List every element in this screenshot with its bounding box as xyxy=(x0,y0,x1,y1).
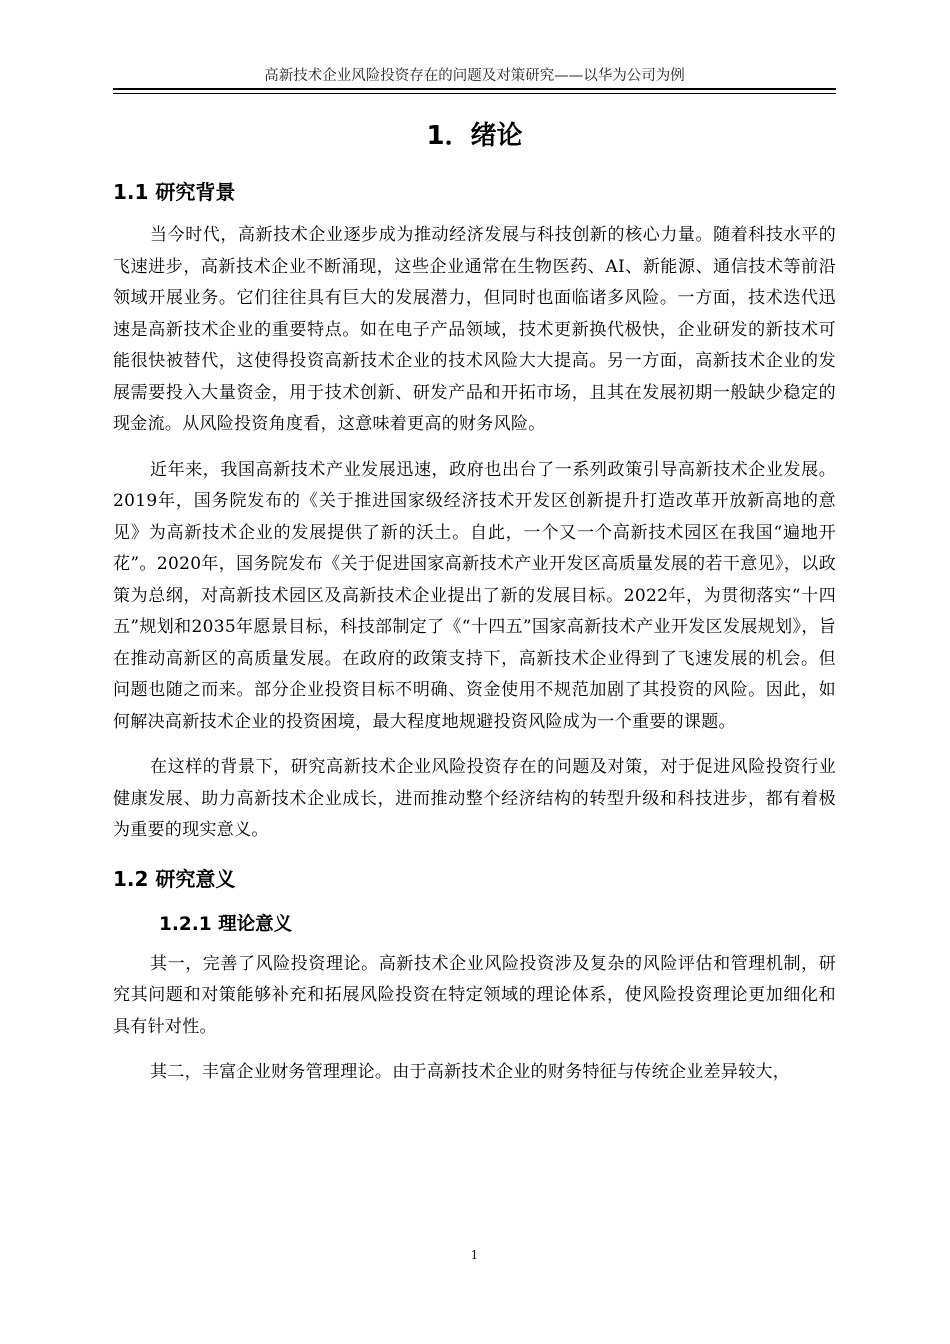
paragraph: 近年来，我国高新技术产业发展迅速，政府也出台了一系列政策引导高新技术企业发展。2019年，国务院发布的《关于推进国家级经济技术开发区创新提升打造改革开放新高地的意见》为高新技术企业的发展提供了新的沃土。自此，一个又一个高新技术园区在我国“遍地开花”。2020年，国务院发布《关于促进国家高新技术产业开发区高质量发展的若干意见》，以政策为总纲，对高新技术园区及高新技术企业提出了新的发展目标。2022年，为贯彻落实“十四五”规划和2035年愿景目标，科技部制定了《“十四五”国家高新技术产业开发区发展规划》，旨在推动高新区的高质量发展。在政府的政策支持下，高新技术企业得到了飞速发展的机会。但问题也随之而来。部分企业投资目标不明确、资金使用不规范加剧了其投资的风险。因此，如何解决高新技术企业的投资困境，最大程度地规避投资风险成为一个重要的课题。 xyxy=(113,459,836,732)
subsection-heading-theoretical-significance: 1.2.1 理论意义 xyxy=(159,913,293,935)
section-heading-research-background: 1.1 研究背景 xyxy=(113,180,236,204)
running-header: 高新技术企业风险投资存在的问题及对策研究——以华为公司为例 xyxy=(264,68,685,84)
paragraph: 在这样的背景下，研究高新技术企业风险投资存在的问题及对策，对于促进风险投资行业健康发展、助力高新技术企业成长，进而推动整个经济结构的转型升级和科技进步，都有着极为重要的现实意义。 xyxy=(113,757,836,840)
header-rule xyxy=(113,88,836,90)
section-heading-research-significance: 1.2 研究意义 xyxy=(113,866,236,891)
header-rule-thin xyxy=(113,93,836,94)
page-body xyxy=(113,112,836,1103)
paragraph: 当今时代，高新技术企业逐步成为推动经济发展与科技创新的核心力量。随着科技水平的飞速进步，高新技术企业不断涌现，这些企业通常在生物医药、AI、新能源、通信技术等前沿领域开展业务。它们往往具有巨大的发展潜力，但同时也面临诸多风险。一方面，技术迭代迅速是高新技术企业的重要特点。如在电子产品领域，技术更新换代极快，企业研发的新技术可能很快被替代，这使得投资高新技术企业的技术风险大大提高。另一方面，高新技术企业的发展需要投入大量资金，用于技术创新、研发产品和开拓市场，且其在发展初期一般缺少稳定的现金流。从风险投资角度看，这意味着更高的财务风险。 xyxy=(113,225,836,434)
chapter-title: 1．绪论 xyxy=(426,121,523,151)
paragraph: 其二，丰富企业财务管理理论。由于高新技术企业的财务特征与传统企业差异较大， xyxy=(150,1062,791,1082)
page-number: 1 xyxy=(470,1248,479,1262)
paragraph: 其一，完善了风险投资理论。高新技术企业风险投资涉及复杂的风险评估和管理机制，研究其问题和对策能够补充和拓展风险投资在特定领域的理论体系，使风险投资理论更加细化和具有针对性。 xyxy=(113,953,836,1037)
